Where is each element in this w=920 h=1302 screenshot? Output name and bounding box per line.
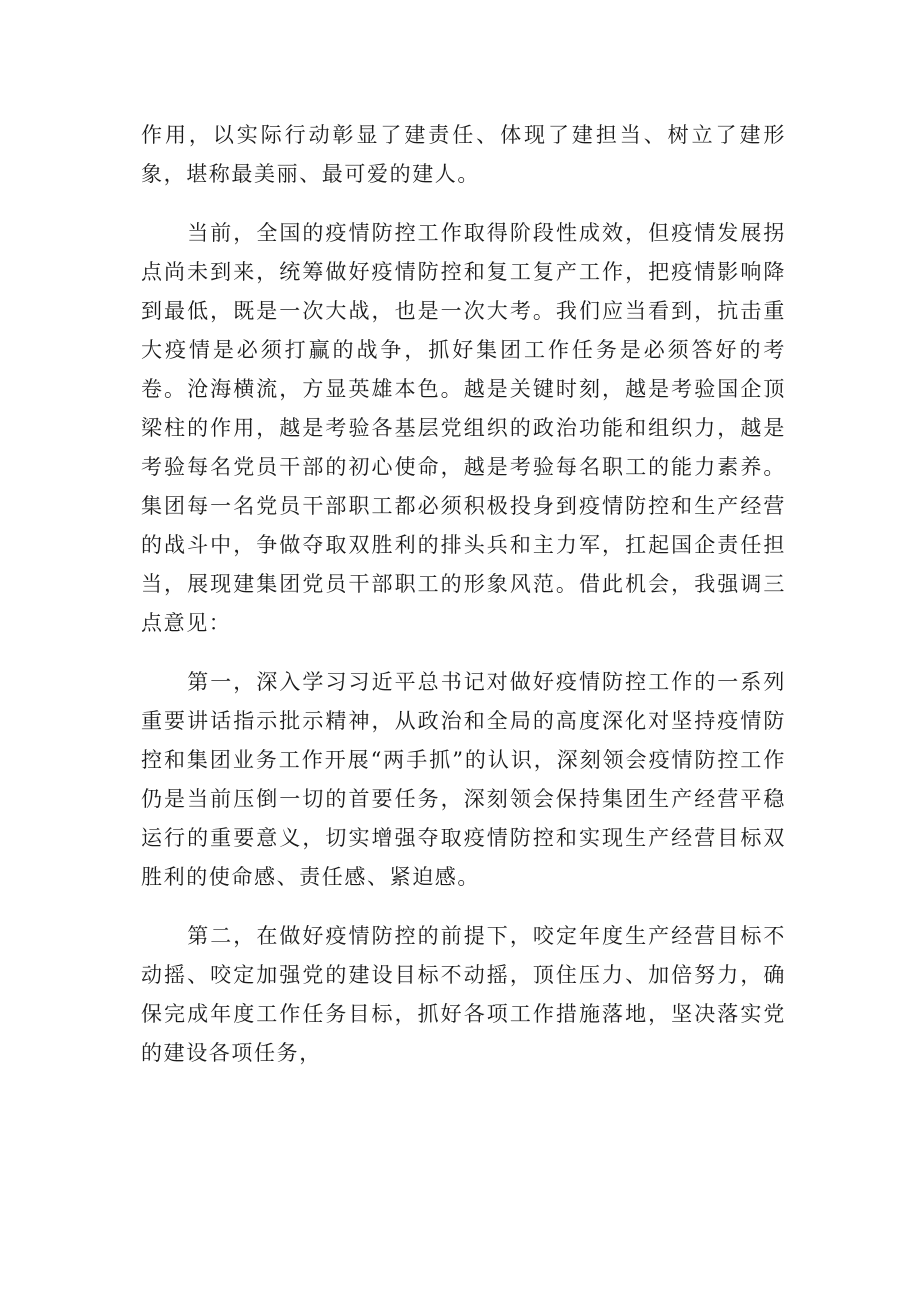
paragraph-1: 作用，以实际行动彰显了建责任、体现了建担当、树立了建形象，堪称最美丽、最可爱的建人。 [141, 123, 786, 186]
paragraph-3: 第一，深入学习习近平总书记对做好疫情防控工作的一系列重要讲话指示批示精神，从政治和全局的高度深化对坚持疫情防控和集团业务工作开展“两手抓”的认识，深刻领会疫情防控工作仍是当前压倒一切的首要任务，深刻领会保持集团生产经营平稳运行的重要意义，切实增强夺取疫情防控和实现生产经营目标双胜利的使命感、责任感、紧迫感。 [141, 670, 786, 889]
paragraph-4: 第二，在做好疫情防控的前提下，咬定年度生产经营目标不动摇、咬定加强党的建设目标不动摇，顶住压力、加倍努力，确保完成年度工作任务目标，抓好各项工作措施落地，坚决落实党的建设各项任务， [141, 924, 786, 1065]
document-body [141, 116, 786, 1073]
paragraph-2: 当前，全国的疫情防控工作取得阶段性成效，但疫情发展拐点尚未到来，统筹做好疫情防控和复工复产工作，把疫情影响降到最低，既是一次大战，也是一次大考。我们应当看到，抗击重大疫情是必须打赢的战争，抓好集团工作任务是必须答好的考卷。沧海横流，方显英雄本色。越是关键时刻，越是考验国企顶梁柱的作用，越是考验各基层党组织的政治功能和组织力，越是考验每名党员干部的初心使命，越是考验每名职工的能力素养。集团每一名党员干部职工都必须积极投身到疫情防控和生产经营的战斗中，争做夺取双胜利的排头兵和主力军，扛起国企责任担当，展现建集团党员干部职工的形象风范。借此机会，我强调三点意见： [141, 221, 786, 635]
